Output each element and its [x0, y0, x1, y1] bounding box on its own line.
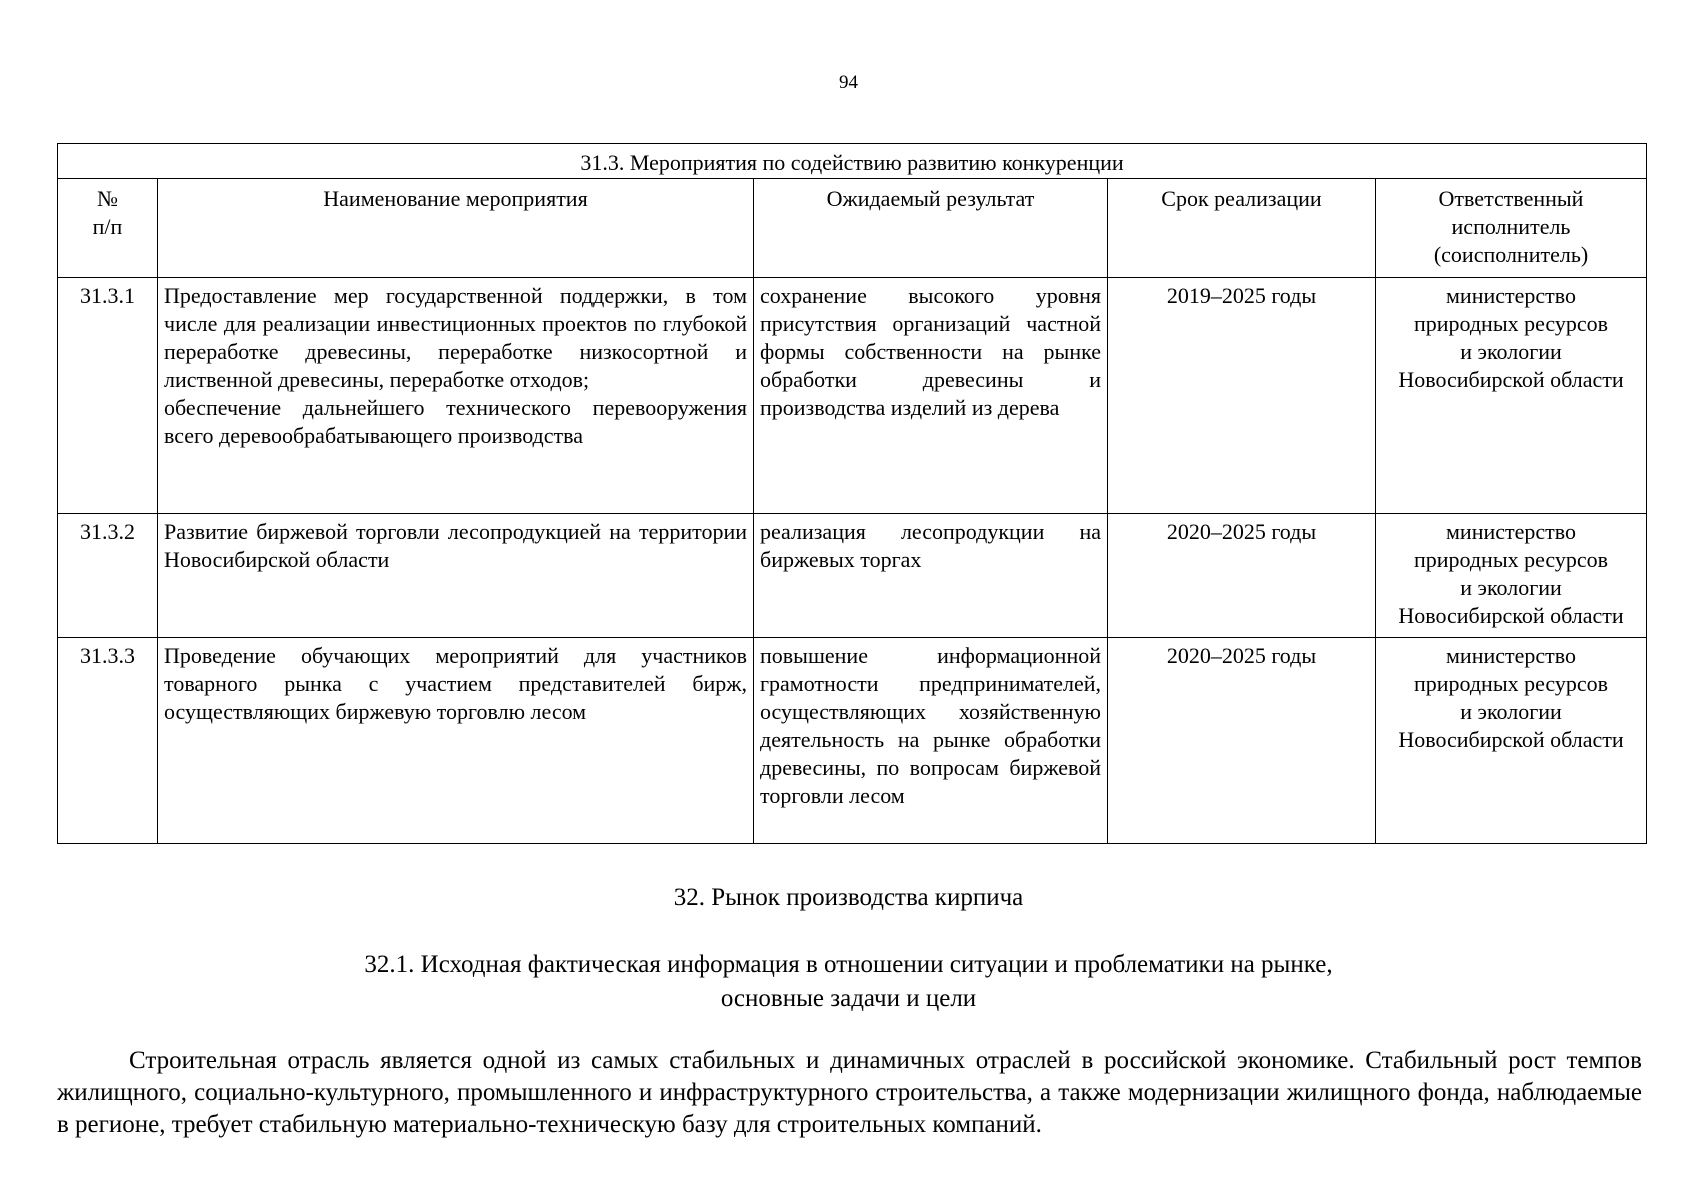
- page-number: 94: [839, 72, 858, 93]
- row-number: 31.3.3: [58, 638, 158, 844]
- row-term: 2019–2025 годы: [1108, 278, 1376, 514]
- row-expected-result: повышение информационной грамотности предпринимателей, осуществляющих хозяйственную деятельность на рынке обработки древесины, по вопросам биржевой торговли лесом: [754, 638, 1108, 844]
- row-measure-name: [158, 638, 754, 844]
- header-measure-name: Наименование мероприятия: [158, 179, 754, 278]
- measure-text: Предоставление мер государственной поддержки, в том числе для реализации инвестиционных проектов по глубокой переработке древесины, переработке низкосортной и лиственной древесины, переработке отходов;: [164, 283, 747, 392]
- section-heading: 32. Рынок производства кирпича: [673, 884, 1024, 911]
- table-row: [58, 514, 1647, 638]
- measure-text: обеспечение дальнейшего технического перевооружения всего деревообрабатывающего производства: [164, 395, 747, 448]
- header-responsible: Ответственный исполнитель (соисполнитель): [1376, 179, 1647, 278]
- row-number: 31.3.1: [58, 278, 158, 514]
- row-number: 31.3.2: [58, 514, 158, 638]
- subsection-heading: 32.1. Исходная фактическая информация в отношении ситуации и проблематики на рынке, основные задачи и цели: [364, 951, 1333, 1012]
- row-term: 2020–2025 годы: [1108, 514, 1376, 638]
- table-row: [58, 278, 1647, 514]
- header-term: Срок реализации: [1108, 179, 1376, 278]
- measure-text: Проведение обучающих мероприятий для участников товарного рынка с участием представителей бирж, осуществляющих биржевую торговлю лесом: [164, 643, 747, 724]
- row-responsible: министерство природных ресурсов и экологии Новосибирской области: [1376, 278, 1647, 514]
- table-header-row: [58, 179, 1647, 278]
- body-paragraph: Строительная отрасль является одной из самых стабильных и динамичных отраслей в российской экономике. Стабильный рост темпов жилищного, социально-культурного, промышленного и инфраструктурного строительства, а также модернизации жилищного фонда, наблюдаемые в регионе, требует стабильную материально-техническую базу для строительных компаний.: [57, 1047, 1642, 1138]
- row-measure-name: [158, 278, 754, 514]
- row-expected-result: сохранение высокого уровня присутствия организаций частной формы собственности на рынке обработки древесины и производства изделий из дерева: [754, 278, 1108, 514]
- table-section-row: [58, 144, 1647, 179]
- row-responsible: министерство природных ресурсов и экологии Новосибирской области: [1376, 514, 1647, 638]
- row-measure-name: [158, 514, 754, 638]
- header-number: № п/п: [58, 179, 158, 278]
- measures-table: [57, 143, 1647, 844]
- row-expected-result: реализация лесопродукции на биржевых торгах: [754, 514, 1108, 638]
- table-section-title: 31.3. Мероприятия по содействию развитию конкуренции: [58, 144, 1647, 179]
- measure-text: Развитие биржевой торговли лесопродукцией на территории Новосибирской области: [164, 519, 747, 572]
- row-term: 2020–2025 годы: [1108, 638, 1376, 844]
- row-responsible: министерство природных ресурсов и экологии Новосибирской области: [1376, 638, 1647, 844]
- header-expected-result: Ожидаемый результат: [754, 179, 1108, 278]
- table-row: [58, 638, 1647, 844]
